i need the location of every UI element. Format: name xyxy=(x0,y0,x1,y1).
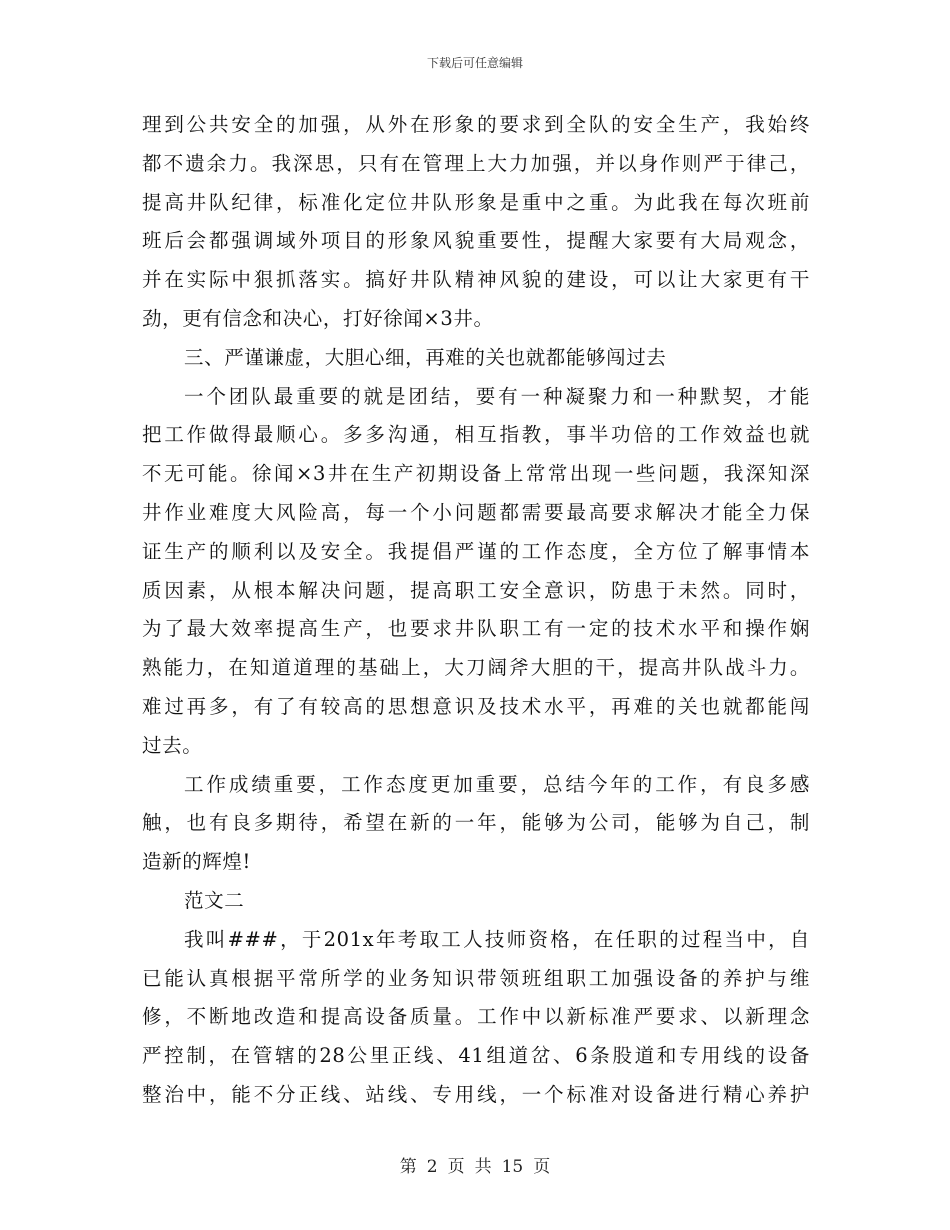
text-line: 把工作做得最顺心。多多沟通，相互指教，事半功倍的工作效益也就 xyxy=(142,423,810,447)
text-line: 工作成绩重要，工作态度更加重要，总结今年的工作，有良多感 xyxy=(184,772,810,796)
text-line: 并在实际中狠抓落实。搞好井队精神风貌的建设，可以让大家更有干 xyxy=(142,268,810,292)
text-line: 我叫###，于201x年考取工人技师资格，在任职的过程当中，自 xyxy=(184,927,810,951)
section-heading: 范文二 xyxy=(184,888,245,912)
text-line: 班后会都强调域外项目的形象风貌重要性，提醒大家要有大局观念， xyxy=(142,229,810,253)
text-line: 劲，更有信念和决心，打好徐闻×3井。 xyxy=(142,306,494,330)
text-line: 过去。 xyxy=(142,733,203,757)
page-number: 2 xyxy=(426,1157,438,1177)
total-pages: 15 xyxy=(501,1157,524,1177)
footer-ye: 页 xyxy=(447,1157,465,1177)
text-line: 已能认真根据平常所学的业务知识带领班组职工加强设备的养护与维 xyxy=(142,966,810,990)
text-line: 不无可能。徐闻×3井在生产初期设备上常常出现一些问题，我深知深 xyxy=(142,462,810,486)
text-line: 触，也有良多期待，希望在新的一年，能够为公司，能够为自己，制 xyxy=(142,811,810,835)
page-footer xyxy=(0,1152,950,1177)
text-line: 都不遗余力。我深思，只有在管理上大力加强，并以身作则严于律己， xyxy=(142,151,810,175)
text-line: 井作业难度大风险高，每一个小问题都需要最高要求解决才能全力保 xyxy=(142,500,810,524)
text-line: 造新的辉煌! xyxy=(142,850,251,874)
text-line: 一个团队最重要的就是团结，要有一种凝聚力和一种默契，才能 xyxy=(184,384,810,408)
text-line: 证生产的顺利以及安全。我提倡严谨的工作态度，全方位了解事情本 xyxy=(142,539,810,563)
text-line: 熟能力，在知道道理的基础上，大刀阔斧大胆的干，提高井队战斗力。 xyxy=(142,656,810,680)
footer-ye2: 页 xyxy=(533,1157,551,1177)
document-body xyxy=(142,106,810,1115)
section-heading: 三、严谨谦虚，大胆心细，再难的关也就都能够闯过去 xyxy=(184,345,667,369)
text-line: 整治中，能不分正线、站线、专用线，一个标准对设备进行精心养护 xyxy=(142,1082,810,1106)
page-header: 下载后可任意编辑 xyxy=(426,56,523,70)
text-line: 理到公共安全的加强，从外在形象的要求到全队的安全生产，我始终 xyxy=(142,113,810,136)
text-line: 难过再多，有了有较高的思想意识及技术水平，再难的关也就都能闯 xyxy=(142,694,810,718)
text-line: 修，不断地改造和提高设备质量。工作中以新标准严要求、以新理念 xyxy=(142,1005,810,1029)
text-line: 质因素，从根本解决问题，提高职工安全意识，防患于未然。同时， xyxy=(142,578,810,602)
text-line: 严控制，在管辖的28公里正线、41组道岔、6条股道和专用线的设备 xyxy=(142,1044,810,1068)
text-line: 提高井队纪律，标准化定位井队形象是重中之重。为此我在每次班前 xyxy=(142,190,810,214)
footer-gong: 共 xyxy=(474,1157,492,1177)
footer-di: 第 xyxy=(399,1157,417,1177)
text-line: 为了最大效率提高生产，也要求井队职工有一定的技术水平和操作娴 xyxy=(142,617,810,641)
